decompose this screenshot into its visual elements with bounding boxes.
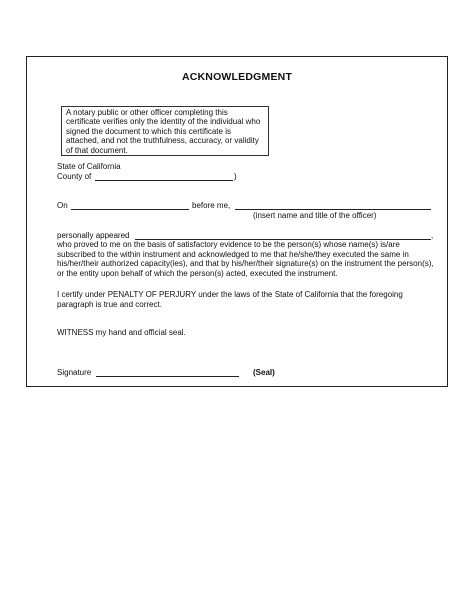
seal-label: (Seal)	[253, 368, 275, 377]
signature-label: Signature	[57, 368, 92, 377]
notice-box: A notary public or other officer completing this certificate verifies only the identity of the individual who signed the document to which this certificate is attached, and not the truthfulness, accuracy, or validity of that document.	[61, 106, 269, 156]
officer-hint: (insert name and title of the officer)	[253, 211, 377, 220]
county-label: County of	[57, 172, 92, 181]
officer-field[interactable]	[235, 209, 431, 210]
signature-field[interactable]	[96, 376, 239, 377]
before-me-label: before me,	[192, 201, 231, 210]
perjury-paragraph: I certify under PENALTY OF PERJURY under the laws of the State of California that the foregoing paragraph is true and correct.	[57, 290, 403, 309]
acknowledgment-form	[26, 56, 448, 387]
body-paragraph: who proved to me on the basis of satisfactory evidence to be the person(s) whose name(s) is/are subscribed to the within instrument and acknowledged to me that he/she/they executed the same in his/her/their authorized capacity(ies), and that by his/her/their signature(s) on the instrument the person(s), or the entity upon behalf of which the person(s) acted, executed the instrument.	[57, 240, 434, 278]
form-title: ACKNOWLEDGMENT	[181, 71, 293, 83]
witness-line: WITNESS my hand and official seal.	[57, 328, 186, 337]
state-line: State of California	[57, 162, 121, 171]
on-label: On	[57, 201, 68, 210]
county-field[interactable]	[95, 180, 233, 181]
appeared-comma: ,	[431, 231, 434, 240]
date-field[interactable]	[71, 209, 189, 210]
county-close-paren: )	[234, 172, 237, 181]
appeared-label: personally appeared	[57, 231, 130, 240]
